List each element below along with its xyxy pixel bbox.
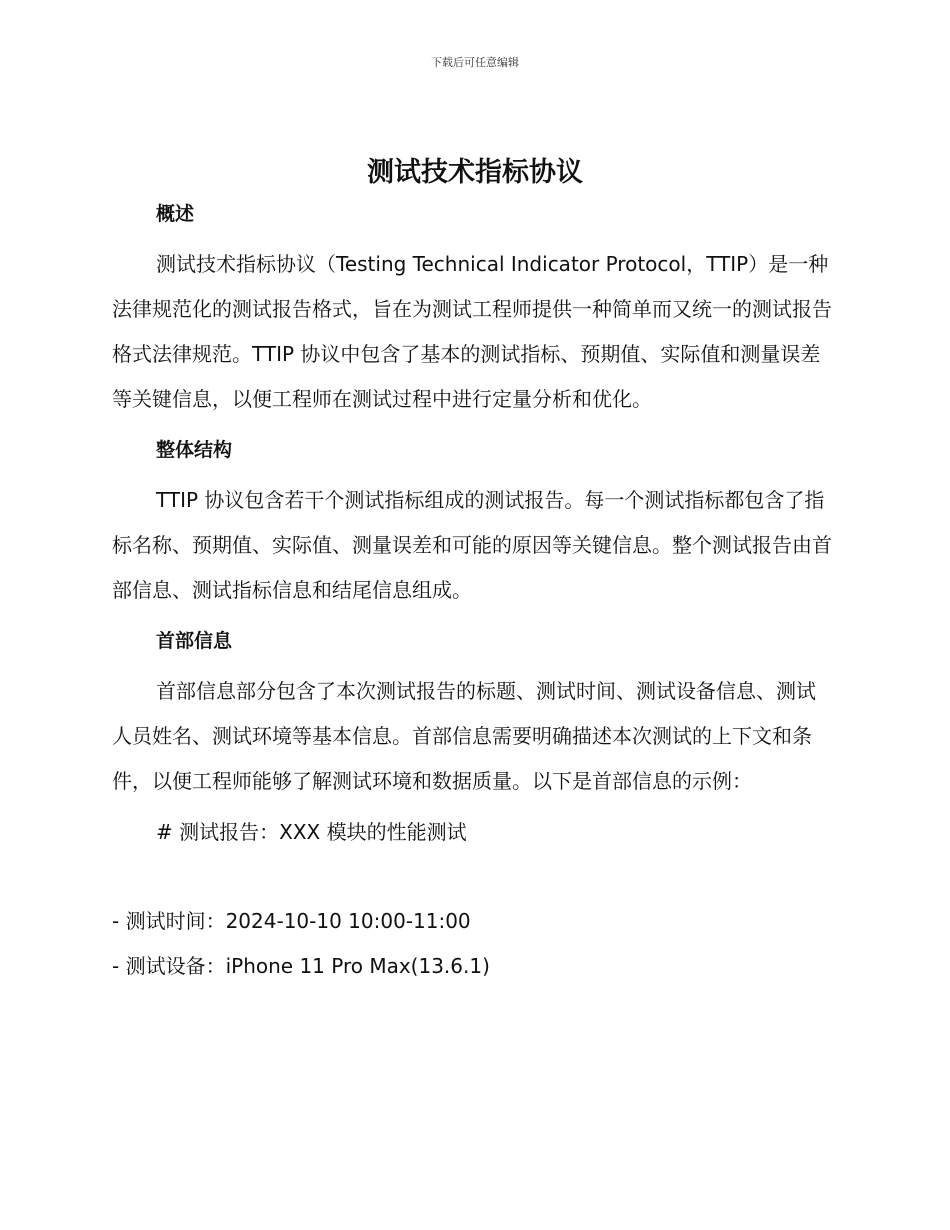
header-note: 下载后可任意编辑 — [431, 56, 519, 69]
example-item-test-time: - 测试时间：2024-10-10 10:00-11:00 — [112, 909, 471, 933]
section-heading-structure: 整体结构 — [156, 439, 233, 461]
document-title: 测试技术指标协议 — [367, 157, 583, 188]
document-body — [112, 196, 832, 989]
section-heading-header-info: 首部信息 — [156, 630, 233, 652]
section-paragraph-structure: TTIP 协议包含若干个测试指标组成的测试报告。每一个测试指标都包含了指标名称、预期值、实际值、测量误差和可能的原因等关键信息。整个测试报告由首部信息、测试指标信息和结尾信息组成。 — [112, 488, 832, 602]
section-paragraph-header-info: 首部信息部分包含了本次测试报告的标题、测试时间、测试设备信息、测试人员姓名、测试环境等基本信息。首部信息需要明确描述本次测试的上下文和条件，以便工程师能够了解测试环境和数据质量。以下是首部信息的示例： — [112, 679, 816, 793]
section-heading-overview: 概述 — [156, 203, 195, 225]
example-item-test-device: - 测试设备：iPhone 11 Pro Max(13.6.1) — [112, 954, 490, 978]
example-title-line: # 测试报告：XXX 模块的性能测试 — [156, 820, 467, 844]
section-paragraph-overview: 测试技术指标协议（Testing Technical Indicator Protocol，TTIP）是一种法律规范化的测试报告格式，旨在为测试工程师提供一种简单而又统一的测试报告格式法律规范。TTIP 协议中包含了基本的测试指标、预期值、实际值和测量误差等关键信息，以便工程师在测试过程中进行定量分析和优化。 — [112, 252, 832, 411]
